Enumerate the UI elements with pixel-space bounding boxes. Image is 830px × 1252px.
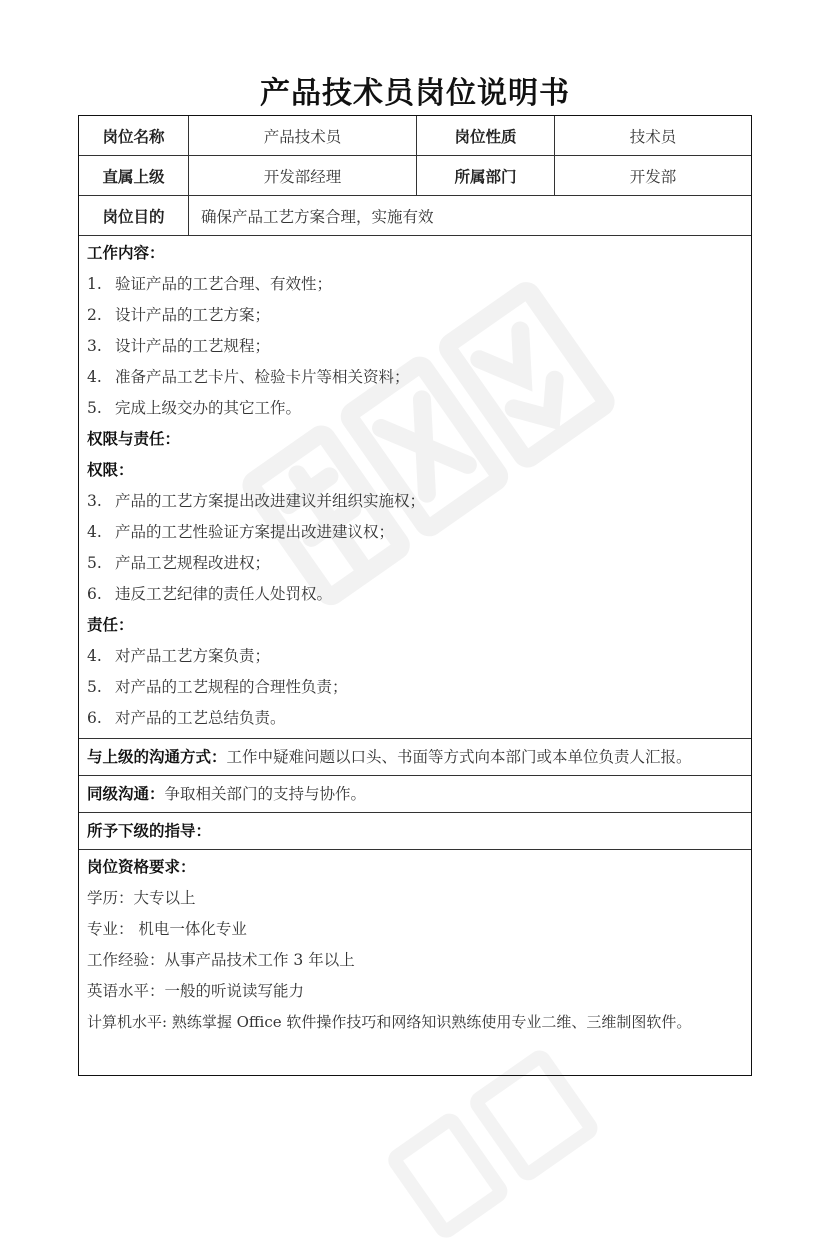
purpose-label: 岗位目的 (102, 207, 165, 226)
subordinate-guidance-label: 所予下级的指导： (87, 822, 212, 840)
list-item: 4. 准备产品工艺卡片、检验卡片等相关资料； (87, 368, 410, 386)
position-name-value: 产品技术员 (188, 116, 416, 155)
superior-communication-row (79, 739, 751, 776)
peer-communication-label: 同级沟通： (87, 785, 165, 803)
supervisor-label: 直属上级 (102, 167, 165, 186)
peer-communication-text: 争取相关部门的支持与协作。 (164, 785, 367, 803)
header-row-purpose (79, 196, 751, 236)
job-description-table (78, 115, 752, 1076)
document-title: 产品技术员岗位说明书 (260, 76, 570, 111)
qualification-education: 学历：大专以上 (87, 889, 196, 907)
list-item: 3. 产品的工艺方案提出改进建议并组织实施权； (87, 492, 426, 510)
authority-responsibility-heading: 权限与责任： (87, 430, 181, 448)
subordinate-guidance-row (79, 813, 751, 850)
list-item: 4. 对产品工艺方案负责； (87, 647, 271, 665)
authority-heading: 权限： (87, 461, 134, 479)
list-item: 1. 验证产品的工艺合理、有效性； (87, 275, 333, 293)
qualifications-section (79, 852, 751, 1038)
header-row-position (79, 116, 751, 156)
department-value: 开发部 (554, 156, 751, 195)
qualification-experience: 工作经验：从事产品技术工作 3 年以上 (87, 951, 355, 969)
peer-communication-row (79, 776, 751, 813)
qualification-major: 专业： 机电一体化专业 (87, 920, 247, 938)
position-nature-value: 技术员 (554, 116, 751, 155)
superior-communication-label: 与上级的沟通方式： (87, 748, 227, 766)
list-item: 2. 设计产品的工艺方案； (87, 306, 271, 324)
superior-communication-text: 工作中疑难问题以口头、书面等方式向本部门或本单位负责人汇报。 (226, 748, 692, 766)
list-item: 5. 对产品的工艺规程的合理性负责； (87, 678, 348, 696)
position-nature-label: 岗位性质 (416, 116, 554, 155)
position-name-label: 岗位名称 (102, 127, 165, 146)
header-row-supervisor (79, 156, 751, 196)
work-content-heading: 工作内容： (87, 244, 165, 262)
qualification-english: 英语水平：一般的听说读写能力 (87, 982, 305, 1000)
purpose-value: 确保产品工艺方案合理，实施有效 (188, 196, 751, 235)
responsibility-heading: 责任： (87, 616, 134, 634)
qualifications-heading: 岗位资格要求： (87, 858, 196, 876)
content-section (79, 238, 751, 739)
list-item: 6. 违反工艺纪律的责任人处罚权。 (87, 585, 333, 603)
list-item: 6. 对产品的工艺总结负责。 (87, 709, 286, 727)
qualification-computer: 计算机水平: 熟练掌握 Office 软件操作技巧和网络知识熟练使用专业二维、三维制图软件。 (87, 1013, 692, 1031)
list-item: 4. 产品的工艺性验证方案提出改进建议权； (87, 523, 395, 541)
list-item: 5. 完成上级交办的其它工作。 (87, 399, 302, 417)
supervisor-value: 开发部经理 (188, 156, 416, 195)
department-label: 所属部门 (416, 156, 554, 195)
list-item: 3. 设计产品的工艺规程； (87, 337, 271, 355)
list-item: 5. 产品工艺规程改进权； (87, 554, 271, 572)
